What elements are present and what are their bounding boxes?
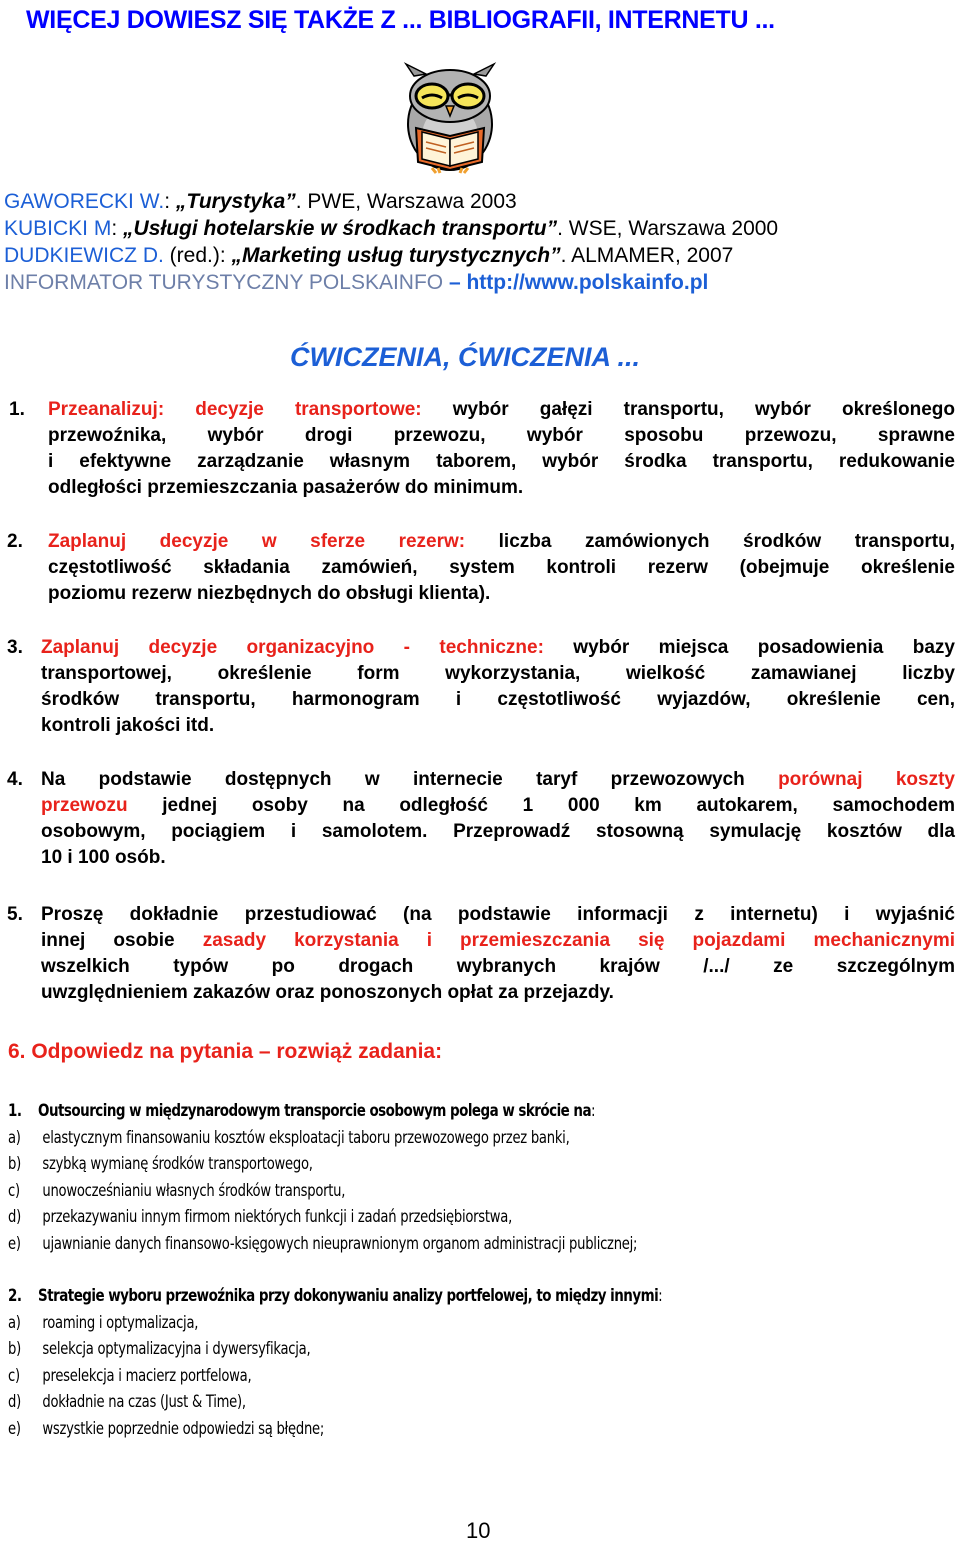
task-line: przewozu jednej osoby na odległość 1 000 km autokarem, samochodem bbox=[41, 795, 955, 816]
task-line: Zaplanuj decyzje w sferze rezerw: liczba zamówionych środków transportu, bbox=[48, 531, 955, 552]
task-number: 3. bbox=[7, 637, 23, 658]
task-2 bbox=[7, 529, 955, 607]
page-heading: WIĘCEJ DOWIESZ SIĘ TAKŻE Z ... BIBLIOGRAFII, INTERNETU ... bbox=[26, 6, 775, 34]
answer-option[interactable]: d) dokładnie na czas (Just & Time), bbox=[8, 1392, 246, 1412]
answer-option[interactable]: b) selekcja optymalizacyjna i dywersyfikacja, bbox=[8, 1339, 311, 1359]
bib-separator: : bbox=[111, 217, 124, 240]
bibliography-item bbox=[4, 215, 778, 242]
task-5 bbox=[7, 902, 955, 1006]
task-number: 5. bbox=[7, 904, 23, 925]
bib-author: KUBICKI M bbox=[4, 217, 112, 240]
answer-option[interactable]: a) roaming i optymalizacja, bbox=[8, 1312, 199, 1333]
question-2 bbox=[8, 1283, 751, 1442]
bib-publisher: . ALMAMER, 2007 bbox=[560, 244, 734, 267]
task-line: Proszę dokładnie przestudiować (na podstawie informacji z internetu) i wyjaśnić bbox=[41, 904, 955, 925]
task-line: wszelkich typów po drogach wybranych krajów /.../ ze szczególnym bbox=[41, 956, 955, 977]
task-number: 2. bbox=[7, 531, 23, 552]
task-number: 4. bbox=[7, 769, 23, 790]
bib-title: „Turystyka” bbox=[175, 190, 296, 213]
task-line: innej osobie zasady korzystania i przemieszczania się pojazdami mechanicznymi bbox=[41, 930, 955, 951]
bib-title: „Marketing usług turystycznych” bbox=[231, 244, 561, 267]
task-line: przewoźnika, wybór drogi przewozu, wybór sposobu przewozu, sprawne bbox=[48, 425, 955, 446]
task-line: osobowym, pociągiem i samolotem. Przeprowadź stosowną symulację kosztów dla bbox=[41, 821, 955, 842]
question-1 bbox=[8, 1098, 740, 1257]
bibliography-item bbox=[4, 269, 778, 296]
task-3 bbox=[7, 635, 955, 739]
bib-separator: (red.): bbox=[163, 244, 232, 267]
task-1 bbox=[9, 397, 956, 501]
bib-separator: – bbox=[443, 271, 467, 294]
exercises-title: ĆWICZENIA, ĆWICZENIA ... bbox=[290, 342, 640, 372]
task-line: i efektywne zarządzanie własnym taborem, wybór środka transportu, redukowanie bbox=[48, 451, 955, 472]
bibliography-item bbox=[4, 242, 778, 269]
task-line: uwzględnieniem zakazów oraz ponoszonych opłat za przejazdy. bbox=[41, 982, 614, 1003]
answer-option[interactable]: c) preselekcja i macierz portfelowa, bbox=[8, 1365, 252, 1386]
task-line: kontroli jakości itd. bbox=[41, 715, 215, 736]
bibliography-list bbox=[4, 188, 778, 296]
bib-link[interactable]: http://www.polskainfo.pl bbox=[466, 271, 709, 294]
bibliography-item bbox=[4, 188, 778, 215]
question-text: 2. Strategie wyboru przewoźnika przy dokonywaniu analizy portfelowej, to między innymi: bbox=[8, 1286, 663, 1306]
bib-publisher: . PWE, Warszawa 2003 bbox=[295, 190, 517, 213]
task-line: częstotliwość składania zamówień, system kontroli rezerw (obejmuje określenie bbox=[48, 557, 955, 578]
question-text: 1. Outsourcing w międzynarodowym transporcie osobowym polega w skrócie na: bbox=[8, 1101, 596, 1121]
reading-owl-icon bbox=[396, 62, 504, 174]
task-line: Przeanalizuj: decyzje transportowe: wybór gałęzi transportu, wybór określonego bbox=[48, 399, 956, 420]
bib-author: GAWORECKI W. bbox=[4, 190, 165, 213]
task-line: Na podstawie dostępnych w internecie taryf przewozowych porównaj koszty bbox=[41, 769, 955, 790]
answer-option[interactable]: e) ujawnianie danych finansowo-księgowych nieuprawnionym organom administracji publicznej; bbox=[8, 1233, 638, 1254]
answer-option[interactable]: b) szybką wymianę środków transportowego, bbox=[8, 1154, 313, 1174]
bib-publisher: . WSE, Warszawa 2000 bbox=[557, 217, 779, 240]
task-line: 10 i 100 osób. bbox=[41, 847, 166, 868]
bib-title: „Usługi hotelarskie w środkach transportu” bbox=[123, 217, 558, 240]
answer-option[interactable]: c) unowocześnianiu własnych środków transportu, bbox=[8, 1180, 346, 1201]
bib-author: INFORMATOR TURYSTYCZNY POLSKAINFO bbox=[4, 271, 444, 294]
task-line: Zaplanuj decyzje organizacyjno - techniczne: wybór miejsca posadowienia bazy bbox=[41, 637, 955, 658]
task-6-heading: 6. Odpowiedz na pytania – rozwiąż zadania: bbox=[8, 1040, 443, 1063]
bib-author: DUDKIEWICZ D. bbox=[4, 244, 164, 267]
task-number: 1. bbox=[9, 399, 25, 420]
answer-option[interactable]: e) wszystkie poprzednie odpowiedzi są błędne; bbox=[8, 1418, 325, 1439]
task-line: odległości przemieszczania pasażerów do minimum. bbox=[48, 477, 524, 498]
task-line: poziomu rezerw niezbędnych do obsługi klienta). bbox=[48, 583, 491, 604]
page-number: 10 bbox=[466, 1518, 491, 1543]
task-4 bbox=[7, 767, 955, 871]
answer-option[interactable]: a) elastycznym finansowaniu kosztów eksploatacji taboru przewozowego przez banki, bbox=[8, 1127, 570, 1148]
task-line: transportowej, określenie form wykorzystania, wielkość zamawianej liczby bbox=[41, 663, 955, 684]
bib-separator: : bbox=[164, 190, 176, 213]
answer-option[interactable]: d) przekazywaniu innym firmom niektórych funkcji i zadań przedsiębiorstwa, bbox=[8, 1207, 513, 1227]
task-line: środków transportu, harmonogram i częstotliwość wyjazdów, określenie cen, bbox=[41, 689, 955, 710]
